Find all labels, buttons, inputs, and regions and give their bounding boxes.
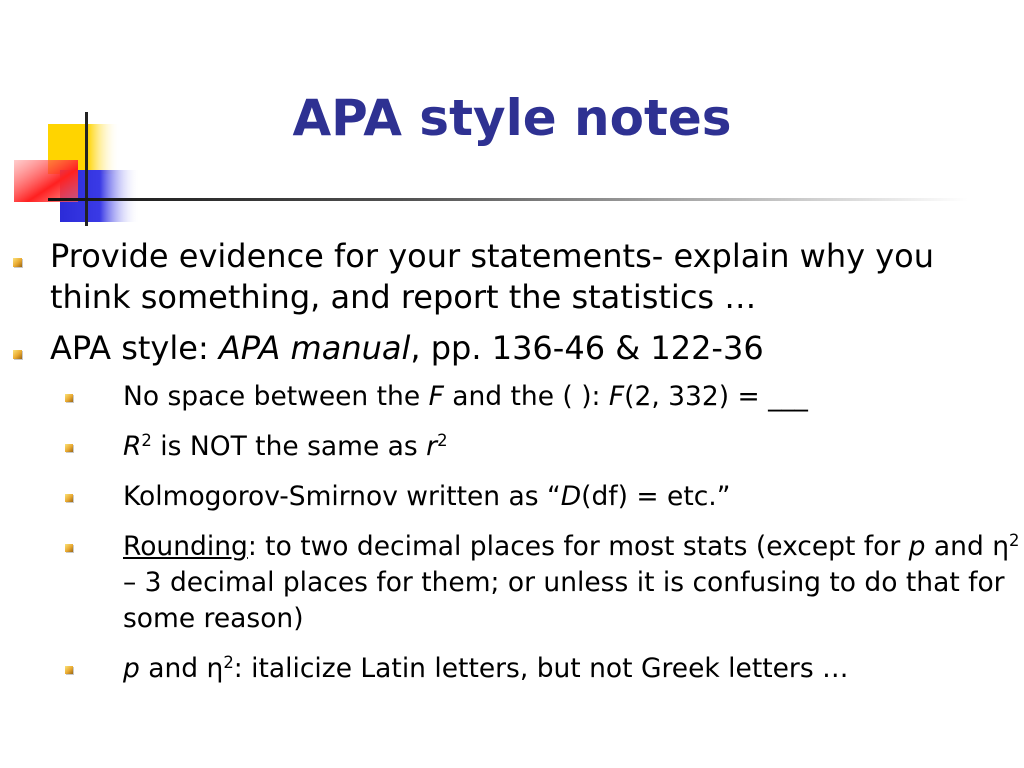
- bullet-apa-style: [0, 328, 1024, 369]
- text: : to two decimal places for most stats (except for: [247, 531, 909, 562]
- superscript: 2: [223, 652, 234, 672]
- bullet-text-prefix: APA style:: [50, 329, 219, 367]
- text: No space between the: [123, 381, 429, 412]
- bullet-marker-icon: [13, 258, 22, 267]
- rounding-underlined: Rounding: [123, 531, 248, 562]
- text: (2, 332) = ___: [624, 381, 808, 412]
- sub-bullet-marker-icon: [65, 544, 73, 552]
- text: : italicize Latin letters, but not Greek letters …: [233, 653, 849, 684]
- bullet-list: [0, 236, 1024, 701]
- sub-bullet-marker-icon: [65, 666, 73, 674]
- italic-f: F: [428, 381, 444, 412]
- sub-bullet-rounding: [0, 529, 1024, 637]
- bullet-marker-icon: [13, 350, 22, 359]
- superscript: 2: [141, 430, 152, 450]
- italic-p: p: [908, 531, 926, 562]
- italic-d: D: [560, 481, 582, 512]
- superscript: 2: [437, 430, 448, 450]
- text: Kolmogorov-Smirnov written as “: [123, 481, 561, 512]
- sub-bullet-r-squared: [0, 429, 1024, 465]
- sub-bullet-kolmogorov: [0, 479, 1024, 515]
- slide-title: APA style notes: [292, 89, 732, 147]
- superscript: 2: [1009, 530, 1020, 550]
- italic-capital-r: R: [123, 431, 142, 462]
- bullet-text-suffix: , pp. 136-46 & 122-36: [410, 329, 764, 367]
- sub-bullet-marker-icon: [65, 394, 73, 402]
- sub-bullet-no-space: [0, 379, 1024, 415]
- sub-bullet-marker-icon: [65, 494, 73, 502]
- text: and η: [925, 531, 1009, 562]
- sub-bullet-italicize: [0, 651, 1024, 687]
- text: and the ( ):: [443, 381, 609, 412]
- apa-manual-title: APA manual: [218, 329, 411, 367]
- text: (df) = etc.”: [581, 481, 731, 512]
- italic-p: p: [123, 653, 140, 684]
- bullet-text: Provide evidence for your statements- explain why you think something, and report the statistics …: [50, 237, 935, 316]
- text: – 3 decimal places for them; or unless it is confusing to do that for some reason): [123, 567, 1005, 634]
- sub-bullet-marker-icon: [65, 444, 73, 452]
- italic-lower-r: r: [426, 431, 438, 462]
- bullet-provide-evidence: [0, 236, 1024, 318]
- text: is NOT the same as: [151, 431, 427, 462]
- text: and η: [139, 653, 224, 684]
- italic-f: F: [608, 381, 625, 412]
